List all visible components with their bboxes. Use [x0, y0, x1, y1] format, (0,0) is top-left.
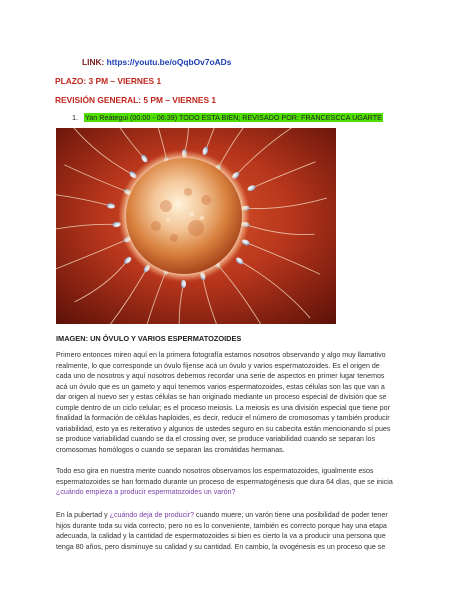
paragraph-line: adecuada, la calidad y la cantidad de espermatozoides si bien es cierto la va a producir una persona que: [56, 532, 386, 540]
list-item: [72, 113, 383, 122]
ovum-sperm-photo: [56, 128, 336, 324]
paragraph-line: hijos durante toda su vida correcto, pero no es lo conveniente, también es correcto porque hay una etapa: [56, 521, 387, 530]
paragraph-line: cromosomas homólogos o cuando se separan las cromátidas hermanas.: [56, 445, 285, 454]
question-text: ¿cuándo empieza a producir espermatozoides un varón?: [56, 488, 236, 496]
review-deadline-text: REVISIÓN GENERAL: 5 PM – VIERNES 1: [55, 95, 217, 105]
deadline-text: PLAZO: 3 PM – VIERNES 1: [55, 76, 162, 86]
paragraph-3: [56, 510, 420, 552]
paragraph-text: En la pubertad y: [56, 511, 110, 519]
highlighted-review-note: Yan Reátegui (00:00 - 06:39) TODO ESTA BIEN; REVISADO POR: FRANCESCCA UGARTE: [85, 113, 382, 122]
paragraph-line: cada uno de nosotros y aquí nosotros debemos recordar una serie de aspectos en primer lugar tenemos: [56, 372, 385, 380]
paragraph-line: espermatozoides se han formado durante un proceso de espermatogénesis que dura 64 días, que se inicia: [56, 477, 393, 486]
paragraph-line: Primero entonces miren aquí en la primera fotografía estamos nosotros observando y algo muy llamativo: [56, 351, 386, 359]
paragraph-line: Todo eso gira en nuestra mente cuando nosotros observamos los espermatozoides, igualmente esos: [56, 467, 374, 475]
paragraph-line: realmente, lo que corresponde un óvulo fíjense acá un óvulo y varios espermatozoides. Es el origen de: [56, 361, 380, 370]
image-caption: IMAGEN: UN ÓVULO Y VARIOS ESPERMATOZOIDES: [56, 334, 242, 343]
video-link[interactable]: https://youtu.be/oQqbOv7oADs: [106, 57, 232, 67]
link-label: LINK:: [82, 57, 107, 67]
paragraph-line: [56, 510, 420, 521]
paragraph-line: acá un óvulo que es un gameto y aquí tenemos varios espermatozoides, estas células son las que van a: [56, 382, 385, 391]
paragraph-line: tenga 80 años, pero disminuye su calidad y su cantidad. En cambio, la ovogénesis es un proceso que se: [56, 542, 386, 551]
paragraph-text: cuando muere; un varón tiene una posibilidad de poder tener: [194, 511, 388, 519]
paragraph-line: dar origen al nuevo ser y estas células se han originado mediante un proceso especial de división que se: [56, 393, 387, 401]
paragraph-2: [56, 466, 420, 498]
paragraph-1: [56, 350, 420, 455]
paragraph-line: variabilidad, esto ya es reiterativo y algunos de ustedes seguro en su cabecita están mencionando sí pues: [56, 424, 391, 433]
link-line: [82, 57, 231, 67]
question-text: ¿cuándo deja de producir?: [109, 511, 195, 519]
list-number: 1.: [72, 113, 78, 122]
paragraph-line: cumple dentro de un ciclo celular; es el proceso meiosis. La meiosis es una división especial que tiene por: [56, 403, 390, 412]
paragraph-line: finalidad la formación de células haploides, es decir, reducir el número de cromosomas y también producir: [56, 414, 390, 422]
paragraph-line: se produce variabilidad cuando se da el crossing over, se produce variabilidad cuando se separan los: [56, 435, 376, 443]
